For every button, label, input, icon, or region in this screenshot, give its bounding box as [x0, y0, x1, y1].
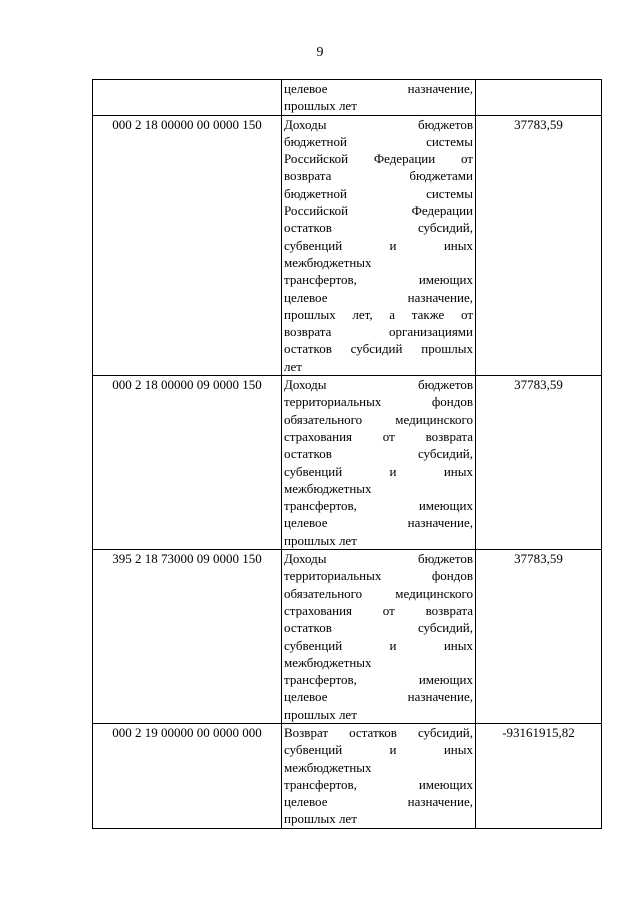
revenue-name-line: территориальных фондов [284, 394, 473, 410]
revenue-name-line: бюджетной системы [284, 133, 473, 149]
revenue-name-line: страхования от возврата [284, 602, 473, 618]
table-row [93, 723, 602, 828]
revenue-name-line: бюджетной системы [284, 185, 473, 201]
revenue-name-cell [282, 376, 476, 550]
revenue-name-line: обязательного медицинского [284, 585, 473, 601]
revenue-name-line: трансфертов, имеющих [284, 672, 473, 688]
revenue-name-line: территориальных фондов [284, 568, 473, 584]
revenue-name-line: субвенций и иных [284, 742, 473, 758]
table-row [93, 376, 602, 550]
revenue-name-cell [282, 80, 476, 116]
table-row [93, 80, 602, 116]
revenue-name-line: возврата организациями [284, 324, 473, 340]
budget-code-cell: 000 2 18 00000 09 0000 150 [93, 376, 282, 550]
revenue-name-line: целевое назначение, [284, 689, 473, 705]
page-number: 9 [316, 45, 324, 60]
revenue-name-line: межбюджетных [284, 759, 372, 775]
revenue-name-line: Возврат остатков субсидий, [284, 724, 473, 740]
revenue-name-line: трансфертов, имеющих [284, 776, 473, 792]
table-row [93, 550, 602, 724]
revenue-name-line: Российской Федерации от [284, 151, 473, 167]
revenue-name-line: остатков субсидий, [284, 620, 473, 636]
budget-code-cell [93, 80, 282, 116]
amount-cell [476, 80, 602, 116]
table-body [93, 80, 602, 829]
budget-code-cell: 000 2 18 00000 00 0000 150 [93, 115, 282, 375]
budget-code-cell: 395 2 18 73000 09 0000 150 [93, 550, 282, 724]
revenue-name-line: субвенций и иных [284, 637, 473, 653]
revenue-name-line: прошлых лет, а также от [284, 306, 473, 322]
revenue-name-line: прошлых лет [284, 532, 357, 548]
revenue-name-line: межбюджетных [284, 654, 372, 670]
revenue-name-cell [282, 723, 476, 828]
revenue-name-cell [282, 550, 476, 724]
revenue-name-line: субвенций и иных [284, 237, 473, 253]
budget-classification-table [92, 79, 602, 829]
budget-code-cell: 000 2 19 00000 00 0000 000 [93, 723, 282, 828]
table-row [93, 115, 602, 375]
revenue-name-line: трансфертов, имеющих [284, 498, 473, 514]
revenue-name-line: обязательного медицинского [284, 411, 473, 427]
revenue-name-line: остатков субсидий, [284, 446, 473, 462]
revenue-name-line: субвенций и иных [284, 463, 473, 479]
revenue-name-line: возврата бюджетами [284, 168, 473, 184]
revenue-name-line: межбюджетных [284, 480, 372, 496]
amount-cell: 37783,59 [476, 376, 602, 550]
revenue-name-line: Доходы бюджетов [284, 377, 473, 393]
revenue-name-line: целевое назначение, [284, 794, 473, 810]
amount-cell: -93161915,82 [476, 723, 602, 828]
revenue-name-line: межбюджетных [284, 254, 372, 270]
revenue-name-cell [282, 115, 476, 375]
revenue-name-line: Российской Федерации [284, 203, 473, 219]
revenue-name-line: лет [284, 358, 302, 374]
amount-cell: 37783,59 [476, 115, 602, 375]
revenue-name-line: прошлых лет [284, 811, 357, 827]
revenue-name-line: страхования от возврата [284, 428, 473, 444]
revenue-name-line: остатков субсидий прошлых [284, 341, 473, 357]
revenue-name-line: целевое назначение, [284, 81, 473, 96]
revenue-name-line: целевое назначение, [284, 515, 473, 531]
revenue-name-line: трансфертов, имеющих [284, 272, 473, 288]
amount-cell: 37783,59 [476, 550, 602, 724]
revenue-name-line: прошлых лет [284, 98, 357, 114]
revenue-name-line: Доходы бюджетов [284, 116, 473, 132]
revenue-name-line: остатков субсидий, [284, 220, 473, 236]
revenue-name-line: прошлых лет [284, 706, 357, 722]
revenue-name-line: целевое назначение, [284, 289, 473, 305]
revenue-name-line: Доходы бюджетов [284, 551, 473, 567]
